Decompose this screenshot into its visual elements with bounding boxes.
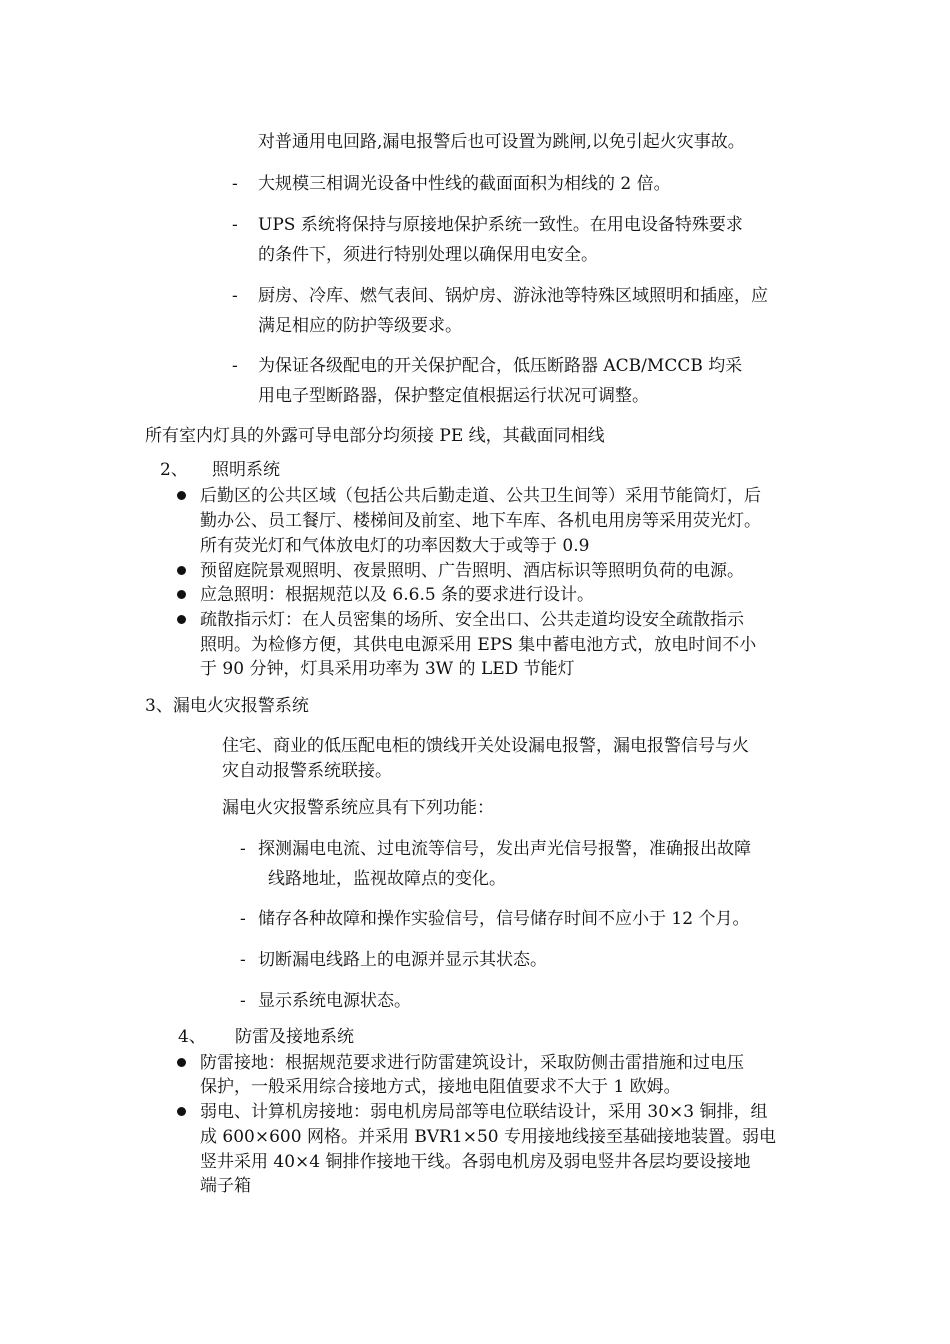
bullet-line: 竖井采用 40×4 铜排作接地干线。各弱电机房及弱电竖井各层均要设接地 [200, 1152, 751, 1172]
pe-note: 所有室内灯具的外露可导电部分均须接 PE 线，其截面同相线 [145, 426, 605, 446]
bullet-icon [177, 491, 186, 500]
list-item-line: 储存各种故障和操作实验信号，信号储存时间不应小于 12 个月。 [258, 909, 750, 929]
bullet-line: 弱电、计算机房接地：弱电机房局部等电位联结设计，采用 30×3 铜排，组 [200, 1102, 768, 1122]
continuation-line: 对普通用电回路,漏电报警后也可设置为跳闸,以免引起火灾事故。 [258, 132, 745, 152]
list-item-line: 显示系统电源状态。 [258, 991, 411, 1011]
section-number: 2、 [160, 460, 188, 480]
bullet-line: 成 600×600 网格。并采用 BVR1×50 专用接地线接至基础接地装置。弱电 [200, 1127, 777, 1147]
section-heading: 3、漏电火灾报警系统 [145, 696, 309, 716]
list-item-line: UPS 系统将保持与原接地保护系统一致性。在用电设备特殊要求 [258, 215, 743, 235]
bullet-line: 端子箱 [200, 1176, 251, 1196]
list-marker: - [240, 909, 246, 929]
section-number: 4、 [178, 1027, 206, 1047]
bullet-icon [177, 1058, 186, 1067]
section-title: 防雷及接地系统 [235, 1027, 354, 1047]
bullet-line: 疏散指示灯：在人员密集的场所、安全出口、公共走道均设安全疏散指示 [200, 610, 744, 630]
bullet-line: 应急照明：根据规范以及 6.6.5 条的要求进行设计。 [200, 585, 595, 605]
list-item-line: 切断漏电线路上的电源并显示其状态。 [258, 950, 547, 970]
bullet-line: 防雷接地：根据规范要求进行防雷建筑设计，采取防侧击雷措施和过电压 [200, 1053, 744, 1073]
list-marker: - [232, 215, 238, 235]
bullet-line: 勤办公、员工餐厅、楼梯间及前室、地下车库、各机电用房等采用荧光灯。 [200, 511, 761, 531]
list-marker: - [232, 174, 238, 194]
bullet-icon [177, 1107, 186, 1116]
bullet-line: 保护，一般采用综合接地方式，接地电阻值要求不大于 1 欧姆。 [200, 1077, 681, 1097]
list-item-line: 线路地址，监视故障点的变化。 [268, 869, 506, 889]
bullet-line: 照明。为检修方便，其供电电源采用 EPS 集中蓄电池方式，放电时间不小 [200, 635, 757, 655]
list-item-line: 的条件下，须进行特别处理以确保用电安全。 [258, 245, 598, 265]
bullet-icon [177, 615, 186, 624]
bullet-line: 于 90 分钟，灯具采用功率为 3W 的 LED 节能灯 [200, 659, 575, 679]
bullet-line: 所有荧光灯和气体放电灯的功率因数大于或等于 0.9 [200, 536, 590, 556]
paragraph-line: 住宅、商业的低压配电柜的馈线开关处设漏电报警，漏电报警信号与火 [222, 736, 749, 756]
section-title: 照明系统 [212, 460, 280, 480]
bullet-line: 后勤区的公共区域（包括公共后勤走道、公共卫生间等）采用节能筒灯，后 [200, 486, 761, 506]
list-marker: - [232, 356, 238, 376]
bullet-icon [177, 566, 186, 575]
list-item-line: 大规模三相调光设备中性线的截面面积为相线的 2 倍。 [258, 174, 671, 194]
list-item-line: 为保证各级配电的开关保护配合，低压断路器 ACB/MCCB 均采 [258, 356, 743, 376]
list-marker: - [232, 286, 238, 306]
list-marker: - [240, 839, 246, 859]
list-item-line: 满足相应的防护等级要求。 [258, 316, 462, 336]
list-item-line: 探测漏电电流、过电流等信号，发出声光信号报警，准确报出故障 [258, 839, 751, 859]
list-item-line: 用电子型断路器，保护整定值根据运行状况可调整。 [258, 386, 649, 406]
bullet-icon [177, 590, 186, 599]
list-marker: - [240, 950, 246, 970]
list-marker: - [240, 991, 246, 1011]
bullet-line: 预留庭院景观照明、夜景照明、广告照明、酒店标识等照明负荷的电源。 [200, 561, 744, 581]
list-item-line: 厨房、冷库、燃气表间、锅炉房、游泳池等特殊区域照明和插座，应 [258, 286, 768, 306]
paragraph-line: 灾自动报警系统联接。 [222, 761, 392, 781]
paragraph-line: 漏电火灾报警系统应具有下列功能： [222, 798, 494, 818]
